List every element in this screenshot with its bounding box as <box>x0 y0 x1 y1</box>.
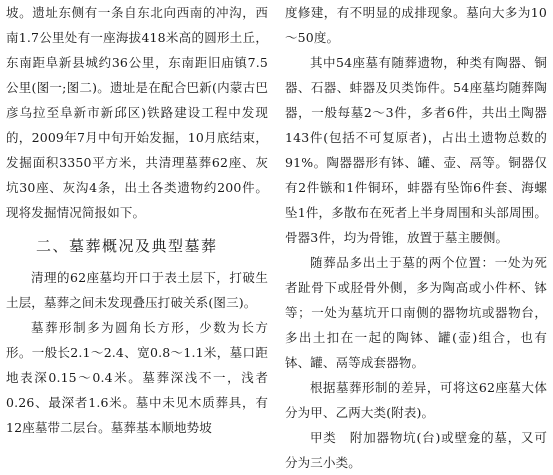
left-paragraph-1: 坡。遗址东侧有一条自东北向西南的冲沟，西南1.7公里处有一座海拔418米高的圆形土丘，东南距阜新县城约36公里，东南距旧庙镇7.5公里(图一;图二)。遗址是在配合巴新(内蒙古巴彦乌拉至阜新市新邱区)铁路建设工程中发现的，2009年7月中旬开始发掘，10月底结束，发掘面积3350平方米，共清理墓葬62座、灰坑30座、灰沟4条，出土各类遗物约200件。现将发掘情况简报如下。 <box>6 5 268 220</box>
right-paragraph-3: 随葬品多出土于墓的两个位置：一处为死者趾骨下或胫骨外侧，多为陶高或小件杯、钵等；一处为墓坑开口南侧的器物坑或器物台，多出土扣在一起的陶钵、罐(壶)组合，也有钵、罐、鬲等成套器物。 <box>285 255 547 370</box>
section-heading: 二、墓葬概况及典型墓葬 <box>36 237 218 255</box>
right-paragraph-4: 根据墓葬形制的差异，可将这62座墓大体分为甲、乙两大类(附表)。 <box>285 380 547 420</box>
left-paragraph-2: 清理的62座墓均开口于表土层下，打破生土层，墓葬之间未发现叠压打破关系(图三)。 <box>6 270 268 310</box>
left-paragraph-3: 墓葬形制多为圆角长方形，少数为长方形。一般长2.1～2.4、宽0.8～1.1米，墓口距地表深0.15～0.4米。墓葬深浅不一，浅者0.26、最深者1.6米。墓中未见木质葬具，有12座墓带二层台。墓葬基本顺地势坡 <box>6 320 268 435</box>
left-column <box>6 0 268 440</box>
right-column <box>285 0 547 475</box>
right-paragraph-5: 甲类 附加器物坑(台)或壁龛的墓，又可分为三小类。 <box>285 430 547 470</box>
right-paragraph-1: 度修建，有不明显的成排现象。墓向大多为10～50度。 <box>285 5 547 45</box>
right-paragraph-2: 其中54座墓有随葬遗物，种类有陶器、铜器、石器、蚌器及贝类饰件。54座墓均随葬陶器，一般每墓2～3件，多者6件，共出土陶器143件(包括不可复原者)，占出土遗物总数的91%。陶器器形有钵、罐、壶、鬲等。铜器仅有2件镞和1件铜环，蚌器有坠饰6件套、海螺坠1件，多散布在死者上半身周围和头部周围。骨器3件，均为骨锥，放置于墓主腰侧。 <box>285 55 547 245</box>
